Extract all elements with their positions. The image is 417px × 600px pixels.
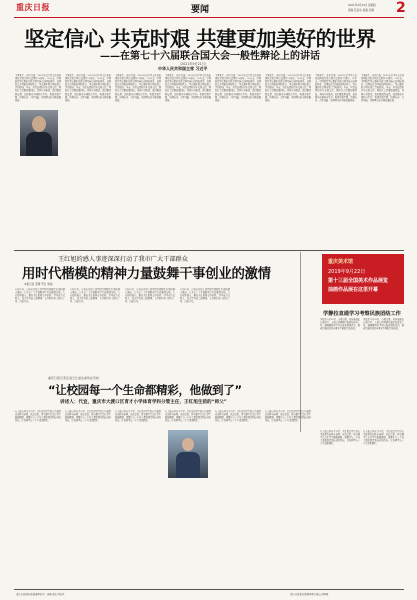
lead-body-col-6: 主席先生，各位代表：2021年是中华人民共和国恢复联合国合法席位50周年。50年来，中国始终坚定维护以联合国为核心的国际体系、以国际法为基础的国际秩序，坚定维护联合国宪章宗旨和原则。当前，世纪疫情和百年变局交织，国际社会需要加强团结，共同应对挑战。我们要战胜疫情，加快推动全球经济复苏，构建普惠平衡、协调包容、合作共赢、共同繁荣的全球发展格局。 bbox=[265, 74, 311, 102]
feature-headline: 用时代楷模的精神力量鼓舞干事创业的激情 bbox=[22, 267, 271, 282]
masthead-rule bbox=[14, 17, 404, 18]
sidebar-body-col-2: 本报讯 9月22日，市委常委、宣传部部长在渝中区、大渡口区调研民族团结进步工作，强调要铸牢中华民族共同体意识，推动民族团结进步事业不断取得新成效。 bbox=[363, 318, 404, 331]
ad-line-3: 油画作品展在这里开幕 bbox=[328, 287, 379, 293]
feature-body-col-3: 9月22日，在重庆日报上刊登时代楷模王红旭的感人事迹，在全市广大干部群众中引起强烈反响。大家纷纷表示，要以王红旭同志为榜样，学习他舍己救人、见义勇为的崇高精神，在本职岗位上踏实工作、奋发有为。 bbox=[125, 288, 175, 304]
quote-subhead: 讲述人：代宜，重庆市大渡口区育才小学体育学科分管主任，王红旭生前的“师父” bbox=[60, 400, 227, 405]
lead-body-col-8: 主席先生，各位代表：2021年是中华人民共和国恢复联合国合法席位50周年。50年来，中国始终坚定维护以联合国为核心的国际体系、以国际法为基础的国际秩序，坚定维护联合国宪章宗旨和原则。当前，世纪疫情和百年变局交织，国际社会需要加强团结，共同应对挑战。我们要战胜疫情，加快推动全球经济复苏，构建普惠平衡、协调包容、合作共赢、共同繁荣的全球发展格局。 bbox=[361, 74, 404, 102]
paper-logo: 重庆日报 bbox=[16, 2, 50, 12]
page-number: 2 bbox=[396, 0, 406, 16]
right-body-col-1: 在大渡口区育才小学，王红旭是学生们心中最喜欢的体育老师。他总是说，体育课不只是让学生跑跑跳跳，更要让每一个孩子都能感受到运动的快乐，让校园里每一个生命都精彩。 bbox=[320, 430, 360, 446]
ad-line-1: 2019年9月22日 bbox=[328, 269, 366, 275]
date-line: 2021年9月23日 星期四 bbox=[348, 4, 376, 7]
quote-body-col-6: 在大渡口区育才小学，王红旭是学生们心中最喜欢的体育老师。他总是说，体育课不只是让学生跑跑跳跳，更要让每一个孩子都能感受到运动的快乐，让校园里每一个生命都精彩。 bbox=[265, 410, 311, 423]
quote-headline: “让校园每一个生命都精彩，他做到了” bbox=[48, 383, 242, 397]
editor-line: 责编 张亚东 美编 乔耀 bbox=[348, 9, 374, 12]
quote-body-col-1: 在大渡口区育才小学，王红旭是学生们心中最喜欢的体育老师。他总是说，体育课不只是让学生跑跑跳跳，更要让每一个孩子都能感受到运动的快乐，让校园里每一个生命都精彩。 bbox=[15, 410, 61, 423]
footer-right: 重庆日报报业集团印务有限公司印刷 bbox=[290, 593, 329, 596]
ad-line-2: 第十三届全国美术作品展览 bbox=[328, 278, 389, 284]
quote-body-col-3: 在大渡口区育才小学，王红旭是学生们心中最喜欢的体育老师。他总是说，体育课不只是让学生跑跑跳跳，更要让每一个孩子都能感受到运动的快乐，让校园里每一个生命都精彩。 bbox=[115, 410, 161, 423]
section-title: 要闻 bbox=[191, 5, 210, 15]
quote-body-col-5: 在大渡口区育才小学，王红旭是学生们心中最喜欢的体育老师。他总是说，体育课不只是让学生跑跑跳跳，更要让每一个孩子都能感受到运动的快乐，让校园里每一个生命都精彩。 bbox=[215, 410, 261, 423]
footer-rule bbox=[14, 589, 404, 590]
feature-body-col-4: 9月22日，在重庆日报上刊登时代楷模王红旭的感人事迹，在全市广大干部群众中引起强烈反响。大家纷纷表示，要以王红旭同志为榜样，学习他舍己救人、见义勇为的崇高精神，在本职岗位上踏实工作、奋发有为。 bbox=[180, 288, 230, 304]
lead-body-col-7: 主席先生，各位代表：2021年是中华人民共和国恢复联合国合法席位50周年。50年来，中国始终坚定维护以联合国为核心的国际体系、以国际法为基础的国际秩序，坚定维护联合国宪章宗旨和原则。当前，世纪疫情和百年变局交织，国际社会需要加强团结，共同应对挑战。我们要战胜疫情，加快推动全球经济复苏，构建普惠平衡、协调包容、合作共赢、共同繁荣的全球发展格局。 bbox=[315, 74, 357, 102]
sidebar-headline: 学静拉直通学习考察民族团结工作 bbox=[323, 311, 401, 317]
lead-author: 中华人民共和国主席 习近平 bbox=[158, 66, 208, 71]
lead-body-col-3: 主席先生，各位代表：2021年是中华人民共和国恢复联合国合法席位50周年。50年来，中国始终坚定维护以联合国为核心的国际体系、以国际法为基础的国际秩序，坚定维护联合国宪章宗旨和原则。当前，世纪疫情和百年变局交织，国际社会需要加强团结，共同应对挑战。我们要战胜疫情，加快推动全球经济复苏，构建普惠平衡、协调包容、合作共赢、共同繁荣的全球发展格局。 bbox=[115, 74, 161, 102]
lead-body-col-2: 主席先生，各位代表：2021年是中华人民共和国恢复联合国合法席位50周年。50年来，中国始终坚定维护以联合国为核心的国际体系、以国际法为基础的国际秩序，坚定维护联合国宪章宗旨和原则。当前，世纪疫情和百年变局交织，国际社会需要加强团结，共同应对挑战。我们要战胜疫情，加快推动全球经济复苏，构建普惠平衡、协调包容、合作共赢、共同繁荣的全球发展格局。 bbox=[65, 74, 111, 102]
lead-subhead: ——在第七十六届联合国大会一般性辩论上的讲话 bbox=[100, 51, 320, 62]
feature-byline: 本报记者 张珺 罗芸 周雨 bbox=[24, 283, 53, 286]
footer-left: 重庆市新闻出版局准印证号：渝新出版 登记号 bbox=[16, 593, 65, 596]
quote-photo bbox=[168, 430, 208, 478]
feature-body-col-1: 9月22日，在重庆日报上刊登时代楷模王红旭的感人事迹，在全市广大干部群众中引起强烈反响。大家纷纷表示，要以王红旭同志为榜样，学习他舍己救人、见义勇为的崇高精神，在本职岗位上踏实工作、奋发有为。 bbox=[15, 288, 65, 304]
column-divider bbox=[300, 252, 301, 432]
lead-headline: 坚定信心 共克时艰 共建更加美好的世界 bbox=[24, 27, 376, 51]
sidebar-body-col-1: 本报讯 9月22日，市委常委、宣传部部长在渝中区、大渡口区调研民族团结进步工作，强调要铸牢中华民族共同体意识，推动民族团结进步事业不断取得新成效。 bbox=[320, 318, 360, 331]
quote-body-col-4: 在大渡口区育才小学，王红旭是学生们心中最喜欢的体育老师。他总是说，体育课不只是让学生跑跑跳跳，更要让每一个孩子都能感受到运动的快乐，让校园里每一个生命都精彩。 bbox=[165, 410, 211, 423]
lead-body-col-4: 主席先生，各位代表：2021年是中华人民共和国恢复联合国合法席位50周年。50年来，中国始终坚定维护以联合国为核心的国际体系、以国际法为基础的国际秩序，坚定维护联合国宪章宗旨和原则。当前，世纪疫情和百年变局交织，国际社会需要加强团结，共同应对挑战。我们要战胜疫情，加快推动全球经济复苏，构建普惠平衡、协调包容、合作共赢、共同繁荣的全球发展格局。 bbox=[165, 74, 211, 102]
quote-kicker: 重庆日报记者走进王红旭生前所在学校 bbox=[48, 376, 100, 380]
feature-body-col-2: 9月22日，在重庆日报上刊登时代楷模王红旭的感人事迹，在全市广大干部群众中引起强烈反响。大家纷纷表示，要以王红旭同志为榜样，学习他舍己救人、见义勇为的崇高精神，在本职岗位上踏实工作、奋发有为。 bbox=[70, 288, 120, 304]
right-body-col-2: 在大渡口区育才小学，王红旭是学生们心中最喜欢的体育老师。他总是说，体育课不只是让学生跑跑跳跳，更要让每一个孩子都能感受到运动的快乐，让校园里每一个生命都精彩。 bbox=[363, 430, 404, 446]
quote-body-col-2: 在大渡口区育才小学，王红旭是学生们心中最喜欢的体育老师。他总是说，体育课不只是让学生跑跑跳跳，更要让每一个孩子都能感受到运动的快乐，让校园里每一个生命都精彩。 bbox=[65, 410, 111, 423]
portrait-photo bbox=[20, 110, 58, 156]
lead-bottom-rule bbox=[14, 250, 404, 251]
sidebar-ad bbox=[322, 254, 404, 304]
feature-kicker: 王红旭的感人事迹深深打动了我市广大干部群众 bbox=[58, 256, 188, 263]
lead-date: （2021年9月21日） bbox=[178, 62, 209, 66]
lead-body-col-5: 主席先生，各位代表：2021年是中华人民共和国恢复联合国合法席位50周年。50年来，中国始终坚定维护以联合国为核心的国际体系、以国际法为基础的国际秩序，坚定维护联合国宪章宗旨和原则。当前，世纪疫情和百年变局交织，国际社会需要加强团结，共同应对挑战。我们要战胜疫情，加快推动全球经济复苏，构建普惠平衡、协调包容、合作共赢、共同繁荣的全球发展格局。 bbox=[215, 74, 261, 102]
ad-brand: 重庆美术馆 bbox=[328, 259, 354, 265]
lead-body-col-1: 主席先生，各位代表：2021年是中华人民共和国恢复联合国合法席位50周年。50年来，中国始终坚定维护以联合国为核心的国际体系、以国际法为基础的国际秩序，坚定维护联合国宪章宗旨和原则。当前，世纪疫情和百年变局交织，国际社会需要加强团结，共同应对挑战。我们要战胜疫情，加快推动全球经济复苏，构建普惠平衡、协调包容、合作共赢、共同繁荣的全球发展格局。 bbox=[15, 74, 61, 102]
